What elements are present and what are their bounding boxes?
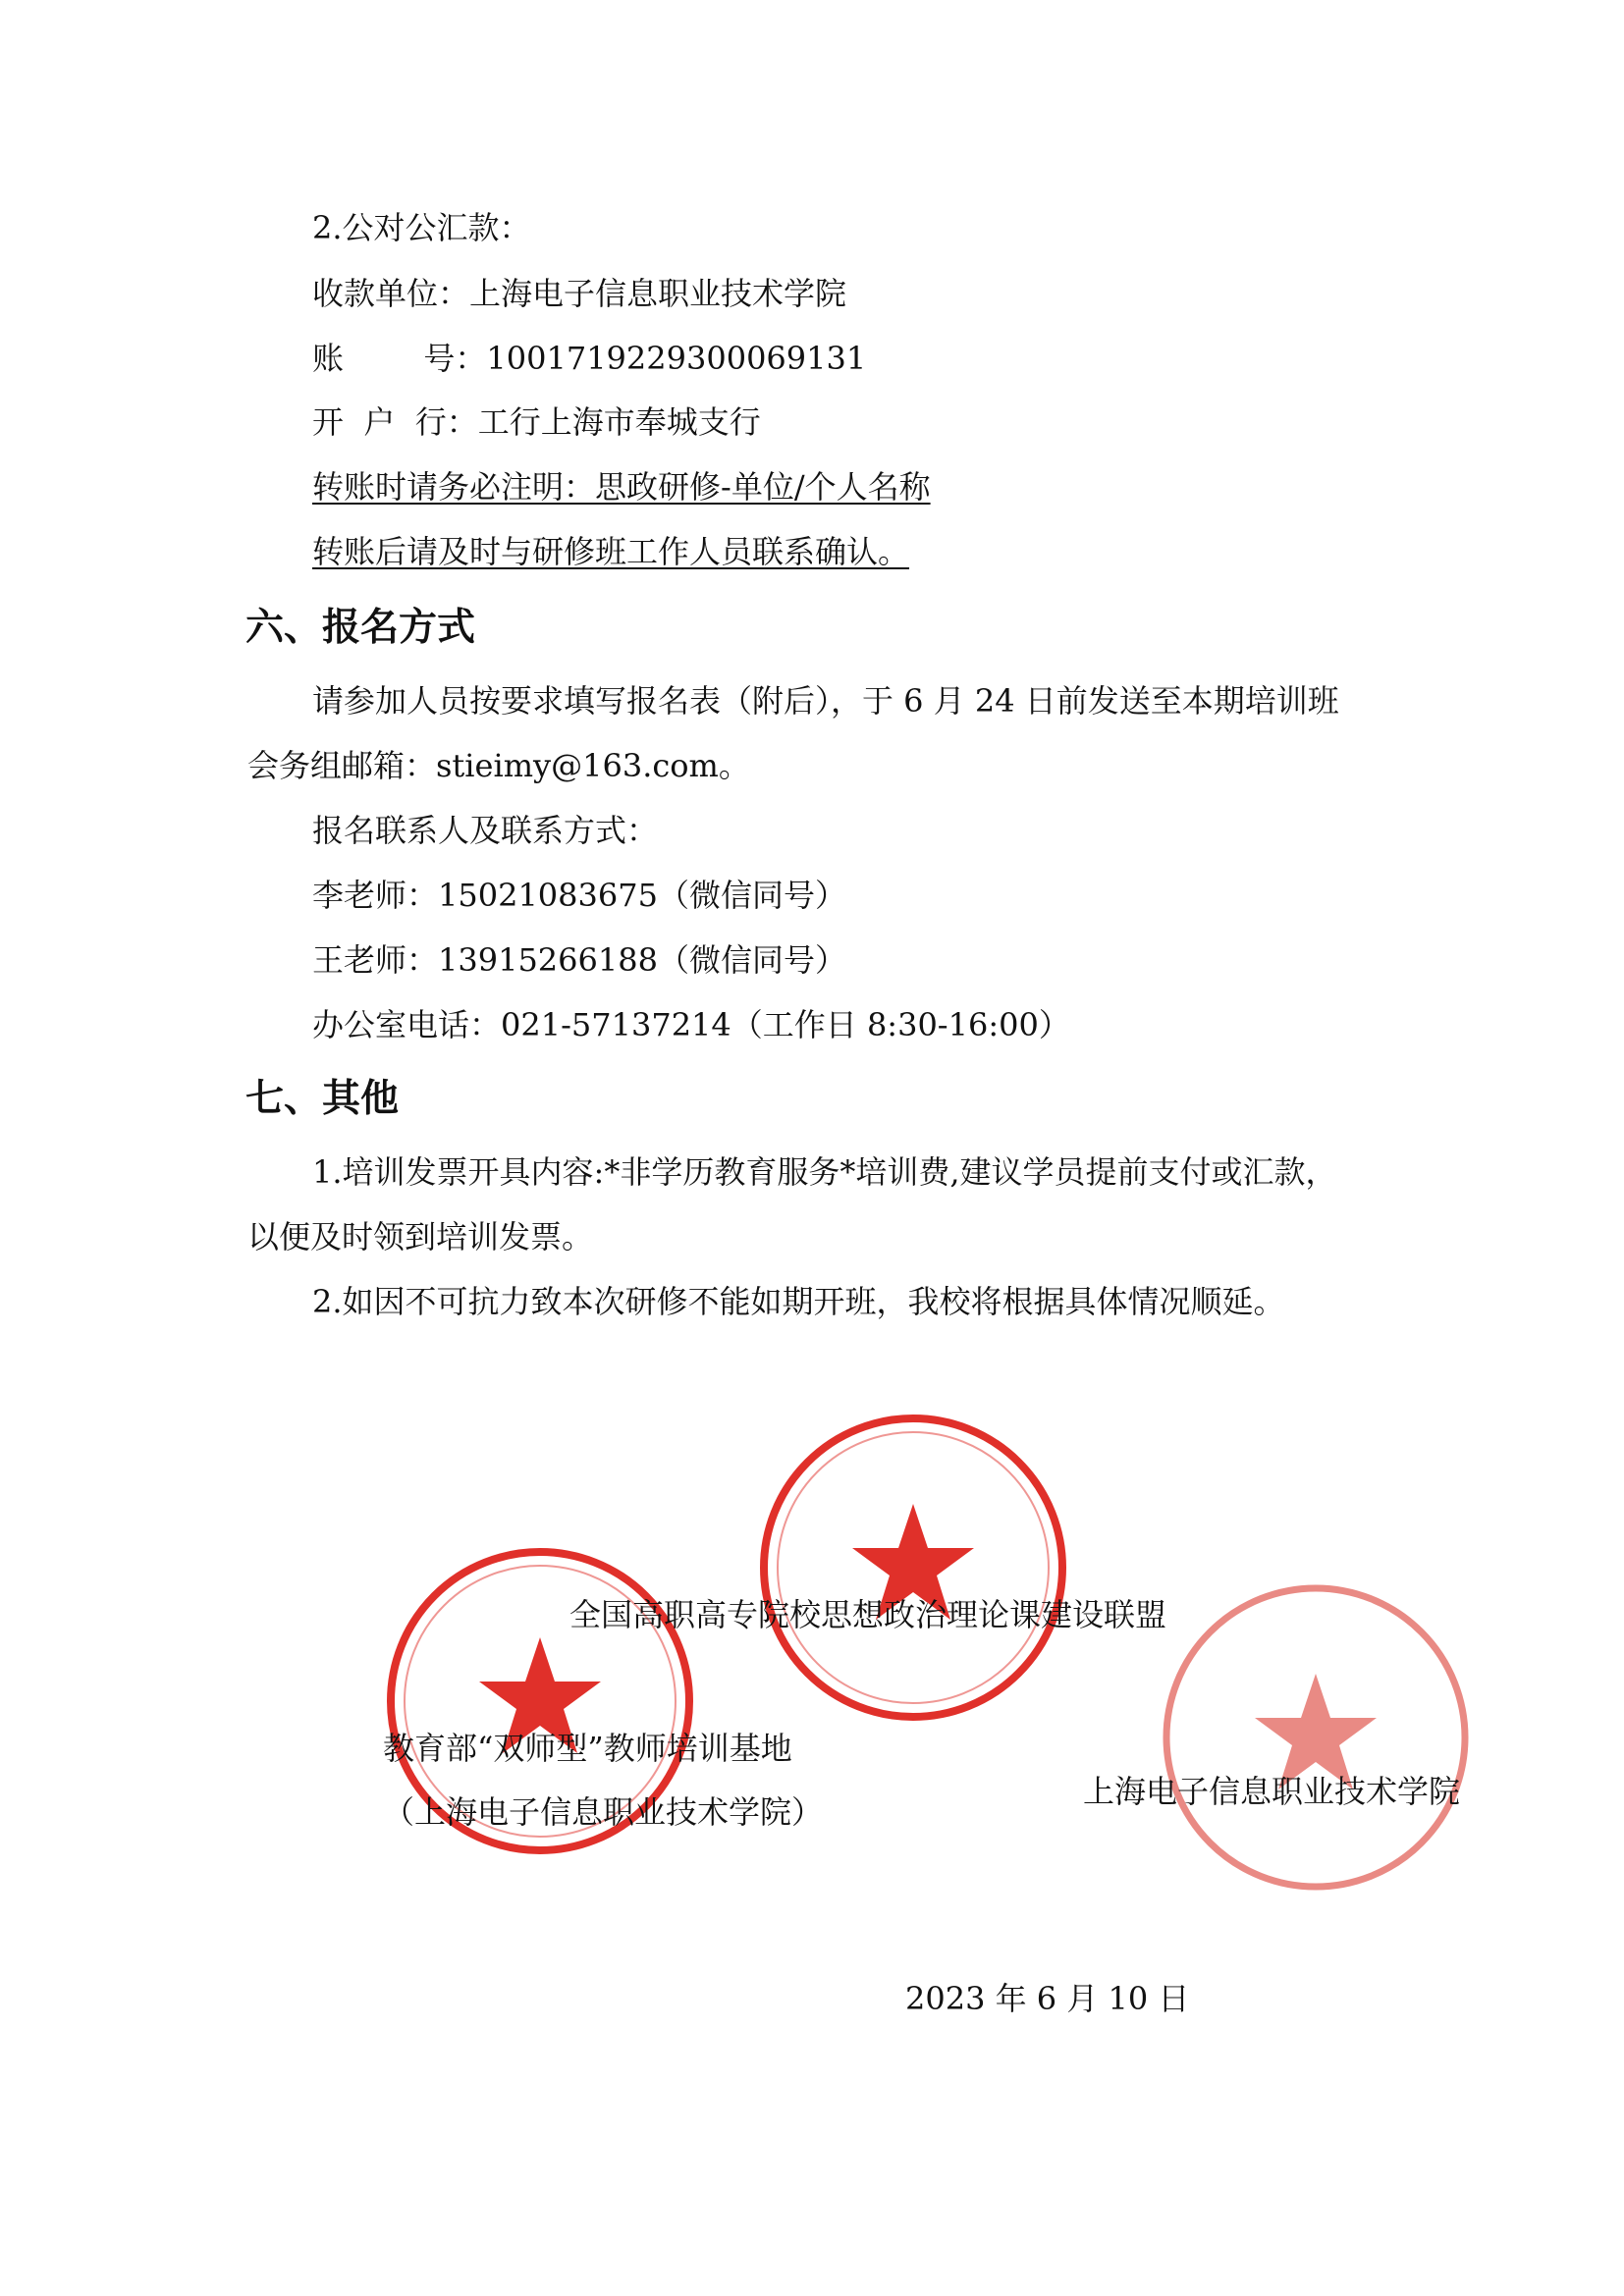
contact-intro: 报名联系人及联系方式： bbox=[312, 812, 659, 849]
section-6-title: 六、报名方式 bbox=[245, 606, 476, 650]
center-seal bbox=[751, 1406, 1075, 1730]
base-signature-line-1: 教育部“双师型”教师培训基地 bbox=[383, 1730, 792, 1767]
contact-wang: 王老师：13915266188（微信同号） bbox=[312, 941, 846, 979]
document-date: 2023 年 6 月 10 日 bbox=[905, 1980, 1190, 2017]
transfer-note-2: 转账后请及时与研修班工作人员联系确认。 bbox=[312, 533, 910, 570]
account-label: 账 号： bbox=[312, 340, 487, 377]
contact-li: 李老师：15021083675（微信同号） bbox=[312, 877, 846, 914]
payee-row bbox=[312, 274, 846, 313]
section-6-paragraph-line-2: 会务组邮箱：stieimy@163.com。 bbox=[247, 747, 750, 784]
account-value: 1001719229300069131 bbox=[486, 340, 867, 377]
account-row bbox=[312, 339, 866, 378]
section-6-paragraph-line-1: 请参加人员按要求填写报名表（附后），于 6 月 24 日前发送至本期培训班 bbox=[312, 682, 1339, 720]
payee-label: 收款单位： bbox=[312, 275, 470, 312]
base-signature-line-2: （上海电子信息职业技术学院） bbox=[383, 1793, 824, 1831]
right-seal bbox=[1154, 1575, 1478, 1899]
college-signature: 上海电子信息职业技术学院 bbox=[1083, 1773, 1461, 1810]
transfer-note-1: 转账时请务必注明：思政研修-单位/个人名称 bbox=[312, 468, 931, 506]
section-7-item-2: 2.如因不可抗力致本次研修不能如期开班，我校将根据具体情况顺延。 bbox=[312, 1283, 1285, 1320]
section-7-item-1-line-2: 以便及时领到培训发票。 bbox=[247, 1218, 594, 1255]
section-7-item-1-line-1: 1.培训发票开具内容:*非学历教育服务*培训费,建议学员提前支付或汇款， bbox=[312, 1153, 1337, 1191]
payee-value: 上海电子信息职业技术学院 bbox=[469, 275, 847, 312]
transfer-heading: 2.公对公汇款： bbox=[312, 209, 531, 246]
bank-row bbox=[312, 402, 761, 442]
bank-label: 开 户 行： bbox=[312, 403, 478, 441]
section-7-title: 七、其他 bbox=[245, 1077, 400, 1121]
alliance-signature: 全国高职高专院校思想政治理论课建设联盟 bbox=[569, 1596, 1167, 1633]
bank-value: 工行上海市奉城支行 bbox=[477, 403, 761, 441]
office-phone: 办公室电话：021-57137214（工作日 8:30-16:00） bbox=[312, 1006, 1070, 1043]
